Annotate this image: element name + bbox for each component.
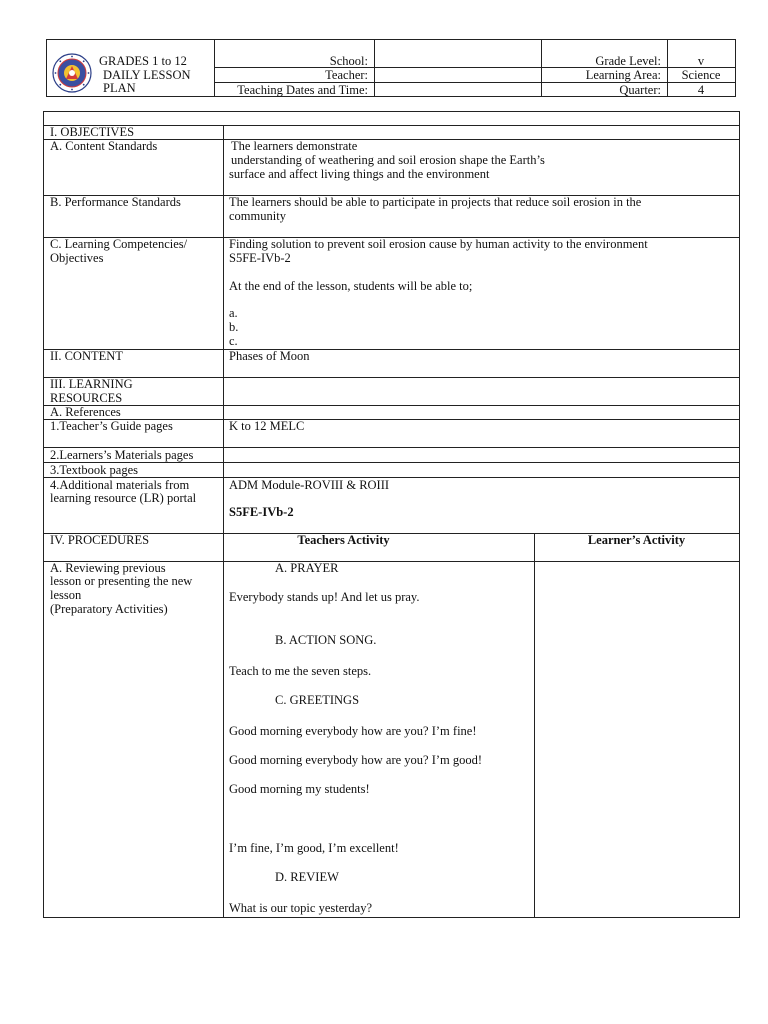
greeting-line-1: Good morning everybody how are you? I’m fine! (229, 724, 477, 738)
content-standards-line-1: The learners demonstrate (231, 139, 358, 153)
review-text: What is our topic yesterday? (229, 901, 373, 915)
additional-materials-label-line-1: 4.Additional materials from (50, 478, 190, 492)
content-label: II. CONTENT (50, 349, 123, 363)
header-title-line-3: PLAN (103, 81, 136, 95)
header-title-line-2: DAILY LESSON (103, 68, 191, 82)
action-song-heading: B. ACTION SONG. (275, 633, 377, 647)
textbook-pages-label: 3.Textbook pages (50, 463, 138, 477)
school-value[interactable] (380, 54, 535, 67)
content-standards-label: A. Content Standards (50, 139, 158, 153)
teachers-guide-label: 1.Teacher’s Guide pages (50, 419, 173, 433)
additional-materials-value: ADM Module-ROVIII & ROIII (229, 478, 390, 492)
content-standards-line-3: surface and affect living things and the environment (229, 167, 490, 181)
competencies-label-line-2: Objectives (50, 251, 104, 265)
teacher-label: Teacher: (325, 68, 368, 82)
performance-standards-label: B. Performance Standards (50, 195, 181, 209)
learning-area-value[interactable]: Science (681, 68, 721, 82)
action-song-text: Teach to me the seven steps. (229, 664, 372, 678)
review-heading: D. REVIEW (275, 870, 339, 884)
header-title-line-1: GRADES 1 to 12 (99, 54, 187, 68)
competencies-line-1: Finding solution to prevent soil erosion cause by human activity to the environment (229, 237, 648, 251)
reviewing-label-line-4: (Preparatory Activities) (50, 602, 168, 616)
performance-standards-line-1: The learners should be able to participate in projects that reduce soil erosion in the (229, 195, 642, 209)
learning-resources-label-line-2: RESOURCES (50, 391, 123, 405)
competencies-label-line-1: C. Learning Competencies/ (50, 237, 188, 251)
objective-item-b: b. (229, 320, 239, 334)
performance-standards-line-2: community (229, 209, 286, 223)
deped-seal-logo (52, 53, 92, 93)
quarter-value[interactable]: 4 (697, 83, 705, 97)
objectives-heading: I. OBJECTIVES (50, 125, 135, 139)
prayer-text: Everybody stands up! And let us pray. (229, 590, 420, 604)
competencies-code: S5FE-IVb-2 (229, 251, 291, 265)
teachers-activity-header: Teachers Activity (297, 533, 390, 547)
teaching-dates-value[interactable] (380, 83, 535, 96)
teaching-dates-label: Teaching Dates and Time: (237, 83, 368, 97)
reviewing-label-line-3: lesson (50, 588, 82, 602)
school-label: School: (329, 54, 368, 68)
procedures-label: IV. PROCEDURES (50, 533, 150, 547)
content-value: Phases of Moon (229, 349, 310, 363)
grade-level-label: Grade Level: (595, 54, 661, 68)
teacher-value[interactable] (380, 68, 535, 81)
additional-materials-label-line-2: learning resource (LR) portal (50, 491, 197, 505)
content-standards-line-2: understanding of weathering and soil erosion shape the Earth’s (231, 153, 545, 167)
references-label: A. References (50, 405, 121, 419)
teachers-guide-value: K to 12 MELC (229, 419, 305, 433)
greeting-line-4: I’m fine, I’m good, I’m excellent! (229, 841, 399, 855)
prayer-heading: A. PRAYER (275, 561, 339, 575)
objective-item-a: a. (229, 306, 238, 320)
additional-materials-code: S5FE-IVb-2 (229, 505, 294, 519)
greeting-line-3: Good morning my students! (229, 782, 370, 796)
objective-item-c: c. (229, 334, 238, 348)
learning-resources-label-line-1: III. LEARNING (50, 377, 133, 391)
learning-area-label: Learning Area: (585, 68, 661, 82)
greeting-line-2: Good morning everybody how are you? I’m good! (229, 753, 483, 767)
grade-level-value[interactable]: v (697, 54, 705, 68)
greetings-heading: C. GREETINGS (275, 693, 360, 707)
competencies-intro: At the end of the lesson, students will be able to; (229, 279, 473, 293)
learners-activity-header: Learner’s Activity (587, 533, 686, 547)
quarter-label: Quarter: (619, 83, 661, 97)
reviewing-label-line-1: A. Reviewing previous (50, 561, 166, 575)
learners-materials-label: 2.Learners’s Materials pages (50, 448, 194, 462)
reviewing-label-line-2: lesson or presenting the new (50, 574, 193, 588)
